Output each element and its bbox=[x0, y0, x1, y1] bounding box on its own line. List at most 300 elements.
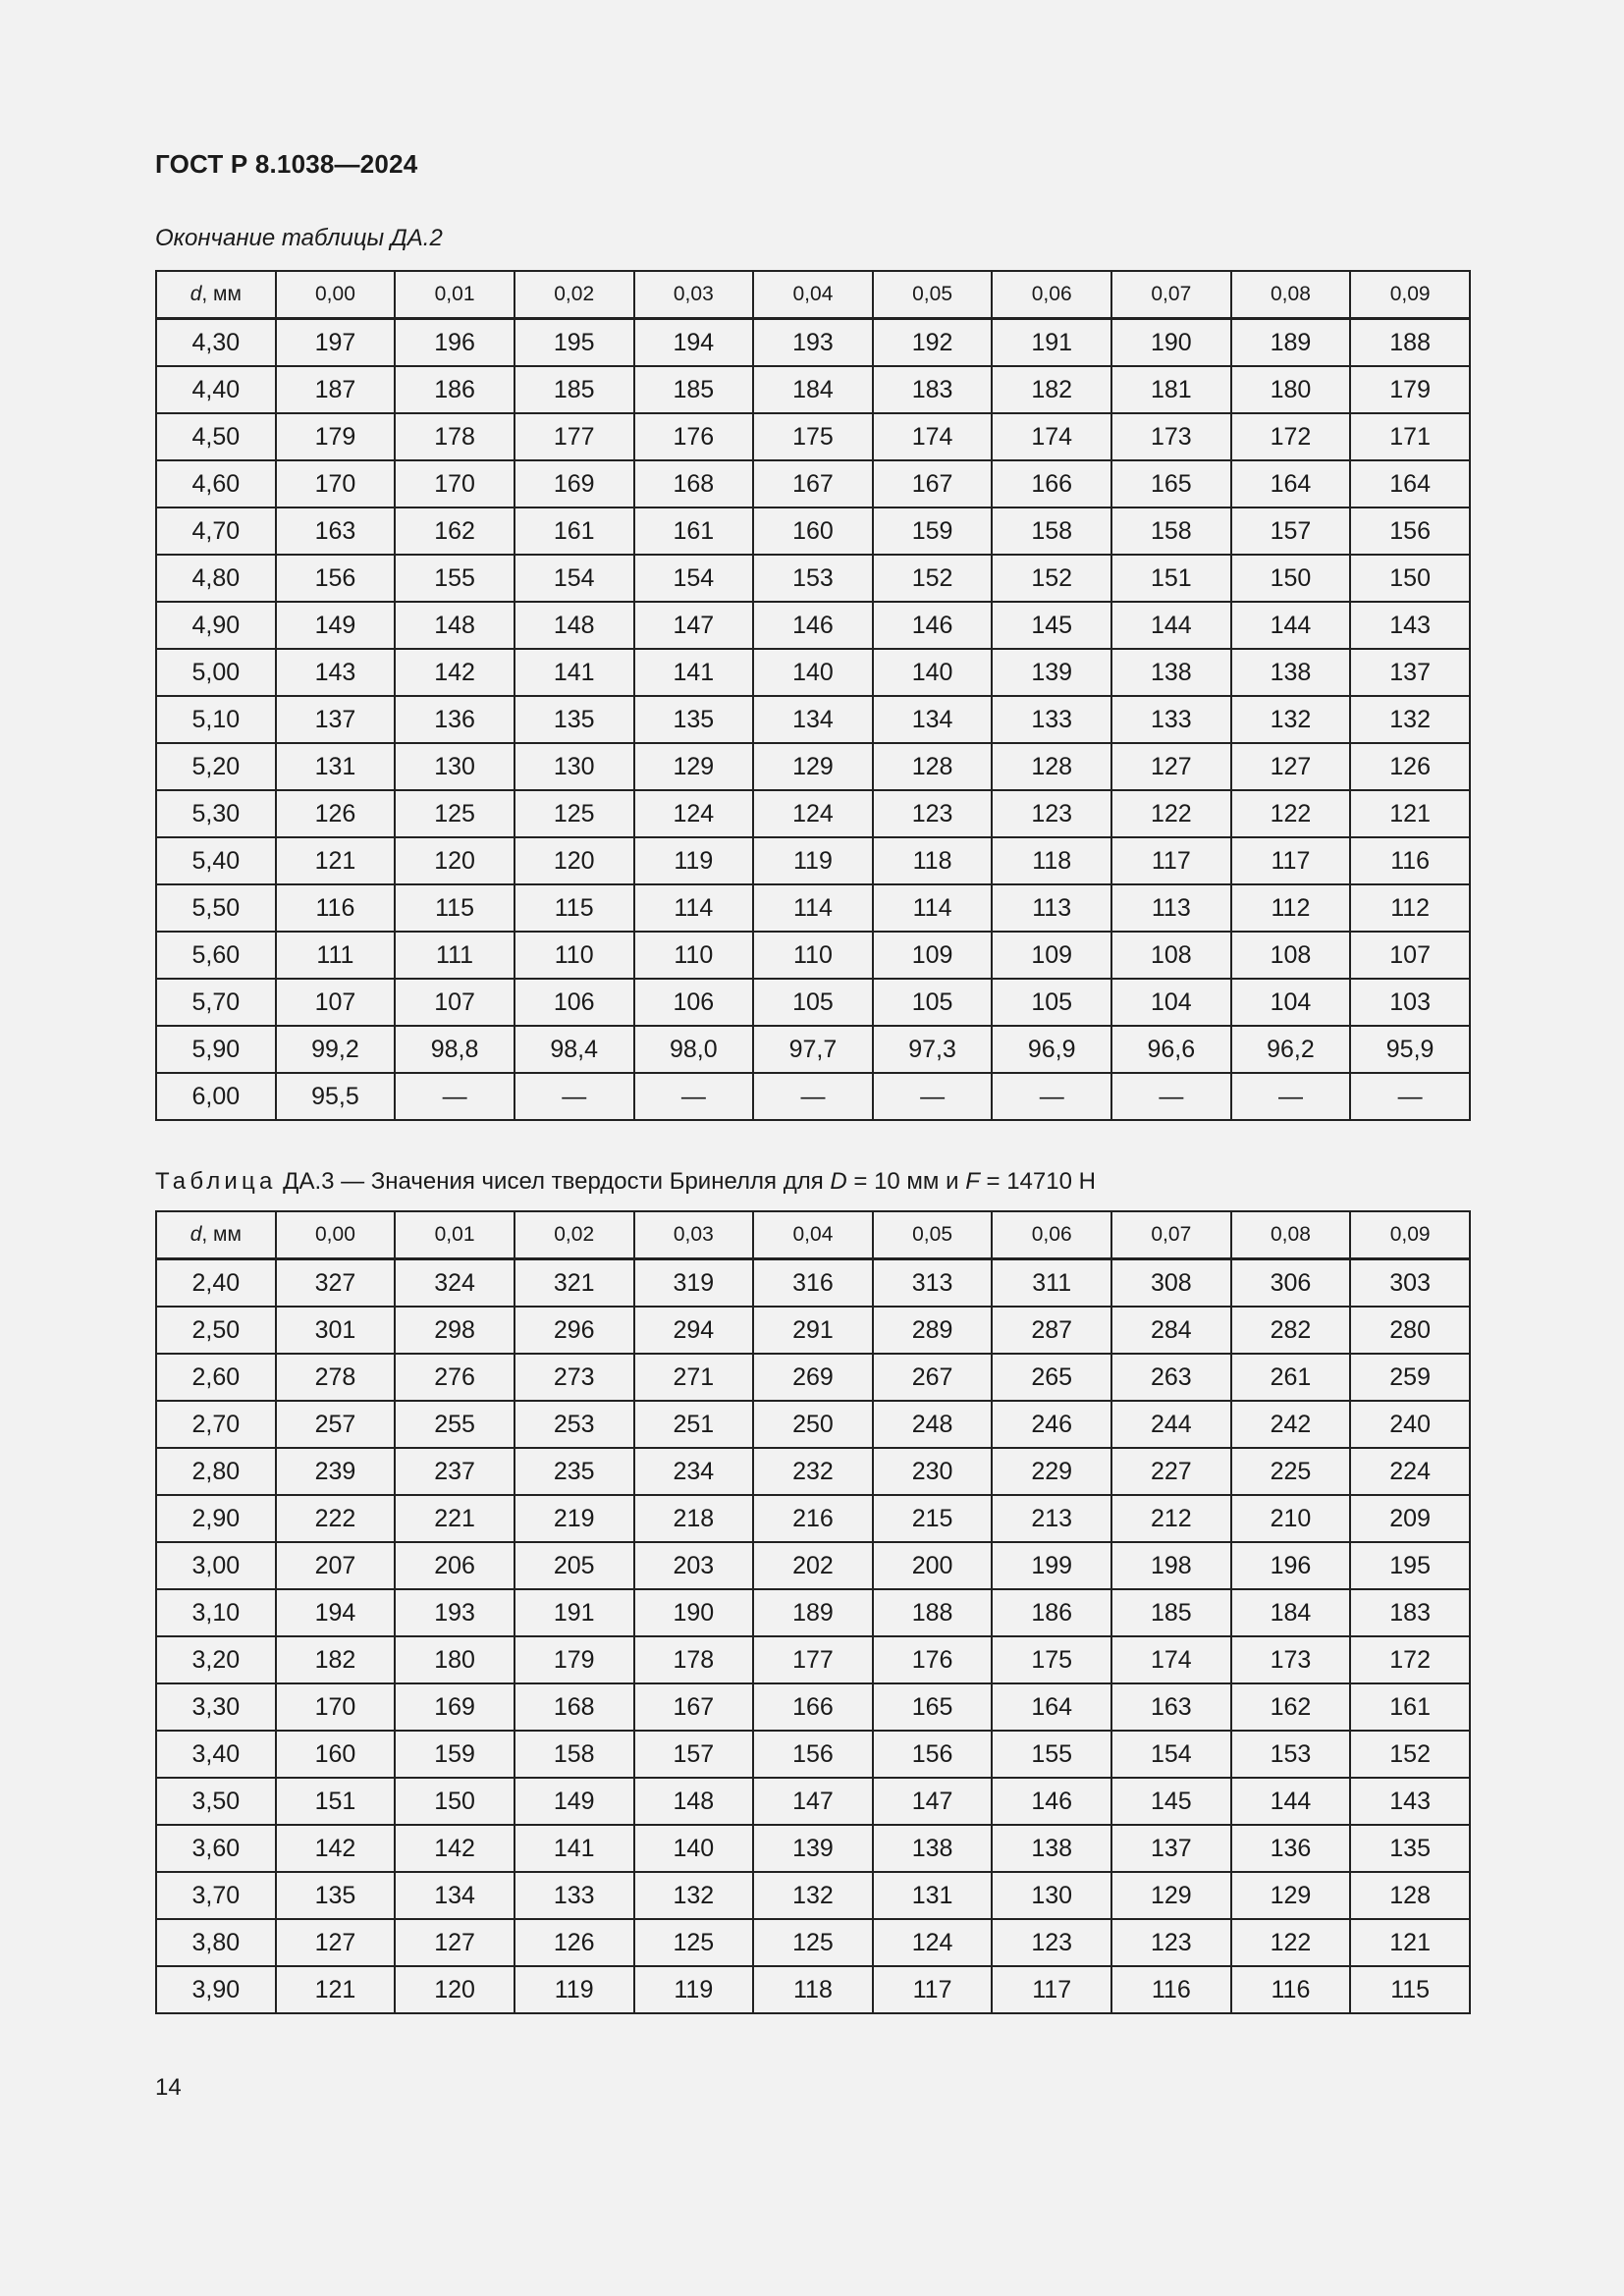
table-cell: 168 bbox=[514, 1683, 634, 1731]
row-d-value: 5,50 bbox=[156, 884, 276, 932]
row-d-value: 4,90 bbox=[156, 602, 276, 649]
table-cell: 138 bbox=[1231, 649, 1351, 696]
table-cell: 242 bbox=[1231, 1401, 1351, 1448]
d-variable: d bbox=[189, 283, 202, 305]
table-cell: 130 bbox=[992, 1872, 1111, 1919]
table-cell: 157 bbox=[634, 1731, 754, 1778]
table-cell: 255 bbox=[395, 1401, 514, 1448]
table-cell: — bbox=[992, 1073, 1111, 1120]
table-header-row bbox=[156, 271, 1470, 319]
table-cell: 167 bbox=[634, 1683, 754, 1731]
header-col: 0,05 bbox=[873, 1211, 993, 1259]
table-cell: 144 bbox=[1231, 602, 1351, 649]
table-cell: 97,7 bbox=[753, 1026, 873, 1073]
table-cell: 183 bbox=[873, 366, 993, 413]
table-cell: — bbox=[514, 1073, 634, 1120]
table-row bbox=[156, 507, 1470, 555]
table-cell: 154 bbox=[514, 555, 634, 602]
table-cell: 128 bbox=[873, 743, 993, 790]
table-cell: 122 bbox=[1231, 1919, 1351, 1966]
table-cell: 207 bbox=[276, 1542, 396, 1589]
table-cell: 112 bbox=[1350, 884, 1470, 932]
table-cell: 172 bbox=[1350, 1636, 1470, 1683]
table-cell: — bbox=[1111, 1073, 1231, 1120]
table-cell: 143 bbox=[1350, 602, 1470, 649]
table-cell: 185 bbox=[1111, 1589, 1231, 1636]
header-col: 0,08 bbox=[1231, 1211, 1351, 1259]
table-cell: 138 bbox=[873, 1825, 993, 1872]
table-cell: 127 bbox=[1111, 743, 1231, 790]
header-col: 0,02 bbox=[514, 1211, 634, 1259]
table-cell: 152 bbox=[873, 555, 993, 602]
header-col: 0,01 bbox=[395, 1211, 514, 1259]
table-cell: 200 bbox=[873, 1542, 993, 1589]
header-d-column bbox=[156, 1211, 276, 1259]
table-cell: 216 bbox=[753, 1495, 873, 1542]
table-cell: 115 bbox=[1350, 1966, 1470, 2013]
table-cell: 160 bbox=[753, 507, 873, 555]
table-row bbox=[156, 1683, 1470, 1731]
row-d-value: 3,30 bbox=[156, 1683, 276, 1731]
table-cell: 191 bbox=[514, 1589, 634, 1636]
table-cell: 149 bbox=[276, 602, 396, 649]
table-cell: 114 bbox=[634, 884, 754, 932]
table-cell: 146 bbox=[992, 1778, 1111, 1825]
table-cell: 125 bbox=[753, 1919, 873, 1966]
table-cell: 114 bbox=[753, 884, 873, 932]
table-row bbox=[156, 696, 1470, 743]
table-cell: 111 bbox=[395, 932, 514, 979]
table-row bbox=[156, 649, 1470, 696]
table-cell: 183 bbox=[1350, 1589, 1470, 1636]
table-cell: 267 bbox=[873, 1354, 993, 1401]
table-cell: 134 bbox=[753, 696, 873, 743]
table-cell: 151 bbox=[276, 1778, 396, 1825]
table-cell: 113 bbox=[1111, 884, 1231, 932]
table-row bbox=[156, 1073, 1470, 1120]
table-cell: 134 bbox=[395, 1872, 514, 1919]
d-variable: d bbox=[189, 1223, 202, 1246]
table-cell: 186 bbox=[395, 366, 514, 413]
table-cell: 140 bbox=[753, 649, 873, 696]
table-cell: — bbox=[395, 1073, 514, 1120]
table-cell: 158 bbox=[514, 1731, 634, 1778]
row-d-value: 2,50 bbox=[156, 1307, 276, 1354]
page-number: 14 bbox=[155, 2074, 182, 2101]
table-cell: 181 bbox=[1111, 366, 1231, 413]
table-cell: 198 bbox=[1111, 1542, 1231, 1589]
table-cell: 193 bbox=[395, 1589, 514, 1636]
table-row bbox=[156, 790, 1470, 837]
table-cell: 121 bbox=[276, 1966, 396, 2013]
table-row bbox=[156, 1495, 1470, 1542]
table-row bbox=[156, 1307, 1470, 1354]
table-row bbox=[156, 319, 1470, 367]
table-cell: 113 bbox=[992, 884, 1111, 932]
table-header-row bbox=[156, 1211, 1470, 1259]
table-cell: 122 bbox=[1231, 790, 1351, 837]
table-cell: 95,5 bbox=[276, 1073, 396, 1120]
table-cell: 163 bbox=[276, 507, 396, 555]
table-cell: 118 bbox=[992, 837, 1111, 884]
table-cell: 130 bbox=[395, 743, 514, 790]
table-cell: 142 bbox=[276, 1825, 396, 1872]
table-cell: 129 bbox=[634, 743, 754, 790]
table-cell: 185 bbox=[634, 366, 754, 413]
table-cell: 140 bbox=[873, 649, 993, 696]
table-cell: 177 bbox=[753, 1636, 873, 1683]
table-cell: 196 bbox=[395, 319, 514, 367]
table-cell: 131 bbox=[873, 1872, 993, 1919]
table-cell: 97,3 bbox=[873, 1026, 993, 1073]
table-cell: 120 bbox=[395, 837, 514, 884]
table-cell: 186 bbox=[992, 1589, 1111, 1636]
table-cell: 178 bbox=[395, 413, 514, 460]
table-cell: 106 bbox=[514, 979, 634, 1026]
table-cell: 124 bbox=[634, 790, 754, 837]
row-d-value: 5,00 bbox=[156, 649, 276, 696]
table-cell: 164 bbox=[1231, 460, 1351, 507]
table-cell: 156 bbox=[753, 1731, 873, 1778]
table-cell: 140 bbox=[634, 1825, 754, 1872]
header-col: 0,05 bbox=[873, 271, 993, 319]
table-cell: 98,4 bbox=[514, 1026, 634, 1073]
table-row bbox=[156, 1778, 1470, 1825]
table-cell: — bbox=[1350, 1073, 1470, 1120]
table-cell: 96,2 bbox=[1231, 1026, 1351, 1073]
table-cell: 159 bbox=[395, 1731, 514, 1778]
table-cell: 161 bbox=[1350, 1683, 1470, 1731]
table-cell: 107 bbox=[1350, 932, 1470, 979]
table-cell: 257 bbox=[276, 1401, 396, 1448]
table-cell: 146 bbox=[873, 602, 993, 649]
row-d-value: 5,20 bbox=[156, 743, 276, 790]
table-cell: 126 bbox=[276, 790, 396, 837]
table-row bbox=[156, 1542, 1470, 1589]
table-cell: 193 bbox=[753, 319, 873, 367]
table-cell: 205 bbox=[514, 1542, 634, 1589]
table-cell: 153 bbox=[1231, 1731, 1351, 1778]
table-cell: 109 bbox=[873, 932, 993, 979]
table-cell: 138 bbox=[992, 1825, 1111, 1872]
table-cell: 141 bbox=[634, 649, 754, 696]
table-cell: 316 bbox=[753, 1259, 873, 1308]
table-cell: 123 bbox=[992, 790, 1111, 837]
table-cell: 117 bbox=[992, 1966, 1111, 2013]
table-cell: 298 bbox=[395, 1307, 514, 1354]
table-row bbox=[156, 1731, 1470, 1778]
table-cell: — bbox=[634, 1073, 754, 1120]
table-cell: 125 bbox=[514, 790, 634, 837]
table-cell: 137 bbox=[1350, 649, 1470, 696]
table-cell: 119 bbox=[634, 837, 754, 884]
table-cell: 144 bbox=[1231, 1778, 1351, 1825]
table-cell: 104 bbox=[1231, 979, 1351, 1026]
table-row bbox=[156, 1589, 1470, 1636]
table-row bbox=[156, 837, 1470, 884]
table-cell: 191 bbox=[992, 319, 1111, 367]
table-cell: 221 bbox=[395, 1495, 514, 1542]
table-cell: 117 bbox=[1111, 837, 1231, 884]
table-cell: 156 bbox=[873, 1731, 993, 1778]
table-cell: 98,8 bbox=[395, 1026, 514, 1073]
table-cell: 133 bbox=[992, 696, 1111, 743]
table-cell: 187 bbox=[276, 366, 396, 413]
table-cell: 129 bbox=[1111, 1872, 1231, 1919]
table-cell: 110 bbox=[753, 932, 873, 979]
header-col: 0,07 bbox=[1111, 1211, 1231, 1259]
table-cell: 239 bbox=[276, 1448, 396, 1495]
table-cell: 107 bbox=[276, 979, 396, 1026]
table-row bbox=[156, 1825, 1470, 1872]
row-d-value: 3,80 bbox=[156, 1919, 276, 1966]
table-cell: 170 bbox=[276, 460, 396, 507]
table-cell: 119 bbox=[514, 1966, 634, 2013]
row-d-value: 4,60 bbox=[156, 460, 276, 507]
table-cell: 324 bbox=[395, 1259, 514, 1308]
table-cell: 150 bbox=[395, 1778, 514, 1825]
table-cell: 296 bbox=[514, 1307, 634, 1354]
table-cell: 123 bbox=[1111, 1919, 1231, 1966]
table-cell: 134 bbox=[873, 696, 993, 743]
table-cell: 174 bbox=[992, 413, 1111, 460]
table-cell: 154 bbox=[1111, 1731, 1231, 1778]
table-cell: 311 bbox=[992, 1259, 1111, 1308]
table-cell: 177 bbox=[514, 413, 634, 460]
header-col: 0,01 bbox=[395, 271, 514, 319]
table-cell: 105 bbox=[753, 979, 873, 1026]
table-cell: 147 bbox=[873, 1778, 993, 1825]
table-cell: 284 bbox=[1111, 1307, 1231, 1354]
table-cell: 156 bbox=[276, 555, 396, 602]
table-cell: 176 bbox=[873, 1636, 993, 1683]
table-cell: 121 bbox=[1350, 1919, 1470, 1966]
table-row bbox=[156, 1354, 1470, 1401]
table-cell: 127 bbox=[276, 1919, 396, 1966]
table-cell: 152 bbox=[1350, 1731, 1470, 1778]
table-cell: 105 bbox=[992, 979, 1111, 1026]
table-cell: 126 bbox=[514, 1919, 634, 1966]
table-row bbox=[156, 460, 1470, 507]
table-cell: 206 bbox=[395, 1542, 514, 1589]
table-cell: 129 bbox=[753, 743, 873, 790]
table-cell: 142 bbox=[395, 649, 514, 696]
table-cell: 124 bbox=[873, 1919, 993, 1966]
table-cell: 98,0 bbox=[634, 1026, 754, 1073]
table-cell: 219 bbox=[514, 1495, 634, 1542]
table-cell: 115 bbox=[514, 884, 634, 932]
row-d-value: 5,70 bbox=[156, 979, 276, 1026]
row-d-value: 6,00 bbox=[156, 1073, 276, 1120]
header-col: 0,00 bbox=[276, 1211, 396, 1259]
table-cell: 321 bbox=[514, 1259, 634, 1308]
table-cell: 189 bbox=[1231, 319, 1351, 367]
table-row bbox=[156, 1966, 1470, 2013]
standard-designation: ГОСТ Р 8.1038—2024 bbox=[155, 149, 418, 179]
table-cell: 132 bbox=[1350, 696, 1470, 743]
table-cell: 161 bbox=[634, 507, 754, 555]
table-cell: 212 bbox=[1111, 1495, 1231, 1542]
table-cell: 230 bbox=[873, 1448, 993, 1495]
header-col: 0,08 bbox=[1231, 271, 1351, 319]
table-cell: 155 bbox=[992, 1731, 1111, 1778]
row-d-value: 3,20 bbox=[156, 1636, 276, 1683]
table-cell: 188 bbox=[873, 1589, 993, 1636]
table-cell: 116 bbox=[1111, 1966, 1231, 2013]
table-cell: 232 bbox=[753, 1448, 873, 1495]
table-cell: 155 bbox=[395, 555, 514, 602]
table-cell: 105 bbox=[873, 979, 993, 1026]
row-d-value: 2,70 bbox=[156, 1401, 276, 1448]
table-cell: 107 bbox=[395, 979, 514, 1026]
table-row bbox=[156, 366, 1470, 413]
table-cell: 146 bbox=[753, 602, 873, 649]
caption-F-var: F bbox=[965, 1168, 980, 1195]
table-cell: 116 bbox=[1350, 837, 1470, 884]
table-cell: 167 bbox=[873, 460, 993, 507]
table-cell: 135 bbox=[1350, 1825, 1470, 1872]
table-cell: 202 bbox=[753, 1542, 873, 1589]
row-d-value: 4,70 bbox=[156, 507, 276, 555]
table-cell: 194 bbox=[634, 319, 754, 367]
table-cell: 213 bbox=[992, 1495, 1111, 1542]
table-cell: 114 bbox=[873, 884, 993, 932]
table-cell: 110 bbox=[514, 932, 634, 979]
table-cell: 248 bbox=[873, 1401, 993, 1448]
table-cell: 147 bbox=[753, 1778, 873, 1825]
table-cell: 112 bbox=[1231, 884, 1351, 932]
table-cell: 294 bbox=[634, 1307, 754, 1354]
table-cell: 145 bbox=[1111, 1778, 1231, 1825]
table-cell: 132 bbox=[1231, 696, 1351, 743]
row-d-value: 5,40 bbox=[156, 837, 276, 884]
row-d-value: 5,30 bbox=[156, 790, 276, 837]
table-cell: 244 bbox=[1111, 1401, 1231, 1448]
table-cell: 235 bbox=[514, 1448, 634, 1495]
row-d-value: 3,70 bbox=[156, 1872, 276, 1919]
header-col: 0,09 bbox=[1350, 1211, 1470, 1259]
caption-D-var: D bbox=[830, 1168, 847, 1195]
table-cell: 123 bbox=[992, 1919, 1111, 1966]
table-cell: 224 bbox=[1350, 1448, 1470, 1495]
table-cell: 190 bbox=[1111, 319, 1231, 367]
table-cell: 174 bbox=[873, 413, 993, 460]
table-da3-caption bbox=[155, 1168, 1096, 1196]
table-row bbox=[156, 1872, 1470, 1919]
table-cell: 104 bbox=[1111, 979, 1231, 1026]
header-col: 0,09 bbox=[1350, 271, 1470, 319]
header-col: 0,04 bbox=[753, 271, 873, 319]
table-cell: 160 bbox=[276, 1731, 396, 1778]
table-cell: 108 bbox=[1231, 932, 1351, 979]
table-cell: 118 bbox=[753, 1966, 873, 2013]
table-cell: 162 bbox=[395, 507, 514, 555]
table-cell: 195 bbox=[514, 319, 634, 367]
table-cell: 195 bbox=[1350, 1542, 1470, 1589]
table-cell: 115 bbox=[395, 884, 514, 932]
table-cell: 166 bbox=[992, 460, 1111, 507]
table-cell: 120 bbox=[395, 1966, 514, 2013]
table-cell: 188 bbox=[1350, 319, 1470, 367]
table-cell: — bbox=[873, 1073, 993, 1120]
table-cell: 135 bbox=[276, 1872, 396, 1919]
table-cell: 169 bbox=[395, 1683, 514, 1731]
table-cell: 280 bbox=[1350, 1307, 1470, 1354]
table-cell: 259 bbox=[1350, 1354, 1470, 1401]
table-cell: 175 bbox=[753, 413, 873, 460]
table-cell: 135 bbox=[514, 696, 634, 743]
table-cell: 164 bbox=[992, 1683, 1111, 1731]
table-cell: 240 bbox=[1350, 1401, 1470, 1448]
table-cell: 110 bbox=[634, 932, 754, 979]
table-cell: 173 bbox=[1111, 413, 1231, 460]
table-row bbox=[156, 1636, 1470, 1683]
table-cell: 269 bbox=[753, 1354, 873, 1401]
table-cell: 163 bbox=[1111, 1683, 1231, 1731]
table-cell: 287 bbox=[992, 1307, 1111, 1354]
table-cell: 167 bbox=[753, 460, 873, 507]
table-cell: 96,6 bbox=[1111, 1026, 1231, 1073]
table-cell: 169 bbox=[514, 460, 634, 507]
row-d-value: 5,90 bbox=[156, 1026, 276, 1073]
table-row bbox=[156, 979, 1470, 1026]
table-row bbox=[156, 1259, 1470, 1308]
table-cell: 301 bbox=[276, 1307, 396, 1354]
table-cell: 175 bbox=[992, 1636, 1111, 1683]
table-cell: 126 bbox=[1350, 743, 1470, 790]
table-cell: 132 bbox=[753, 1872, 873, 1919]
table-cell: 291 bbox=[753, 1307, 873, 1354]
table-row bbox=[156, 413, 1470, 460]
table-cell: 251 bbox=[634, 1401, 754, 1448]
table-cell: 156 bbox=[1350, 507, 1470, 555]
table-cell: 179 bbox=[1350, 366, 1470, 413]
table-cell: 132 bbox=[634, 1872, 754, 1919]
table-cell: 203 bbox=[634, 1542, 754, 1589]
row-d-value: 2,40 bbox=[156, 1259, 276, 1308]
table-cell: 117 bbox=[873, 1966, 993, 2013]
table-cell: 171 bbox=[1350, 413, 1470, 460]
table-cell: 222 bbox=[276, 1495, 396, 1542]
header-col: 0,04 bbox=[753, 1211, 873, 1259]
table-cell: 246 bbox=[992, 1401, 1111, 1448]
table-cell: 308 bbox=[1111, 1259, 1231, 1308]
caption-text-b: = 10 мм и bbox=[846, 1168, 966, 1195]
table-cell: 96,9 bbox=[992, 1026, 1111, 1073]
table-cell: 158 bbox=[1111, 507, 1231, 555]
row-d-value: 5,60 bbox=[156, 932, 276, 979]
table-cell: 145 bbox=[992, 602, 1111, 649]
table-cell: 136 bbox=[1231, 1825, 1351, 1872]
row-d-value: 2,80 bbox=[156, 1448, 276, 1495]
table-cell: 142 bbox=[395, 1825, 514, 1872]
table-da2-end bbox=[155, 270, 1471, 1121]
table-row bbox=[156, 932, 1470, 979]
table-cell: 225 bbox=[1231, 1448, 1351, 1495]
row-d-value: 4,30 bbox=[156, 319, 276, 367]
table-cell: 250 bbox=[753, 1401, 873, 1448]
table-cell: — bbox=[1231, 1073, 1351, 1120]
row-d-value: 3,00 bbox=[156, 1542, 276, 1589]
header-col: 0,06 bbox=[992, 1211, 1111, 1259]
table-cell: 136 bbox=[395, 696, 514, 743]
table-cell: 278 bbox=[276, 1354, 396, 1401]
table-row bbox=[156, 555, 1470, 602]
table-cell: 273 bbox=[514, 1354, 634, 1401]
table-cell: 141 bbox=[514, 649, 634, 696]
table-row bbox=[156, 1448, 1470, 1495]
table-cell: 128 bbox=[1350, 1872, 1470, 1919]
